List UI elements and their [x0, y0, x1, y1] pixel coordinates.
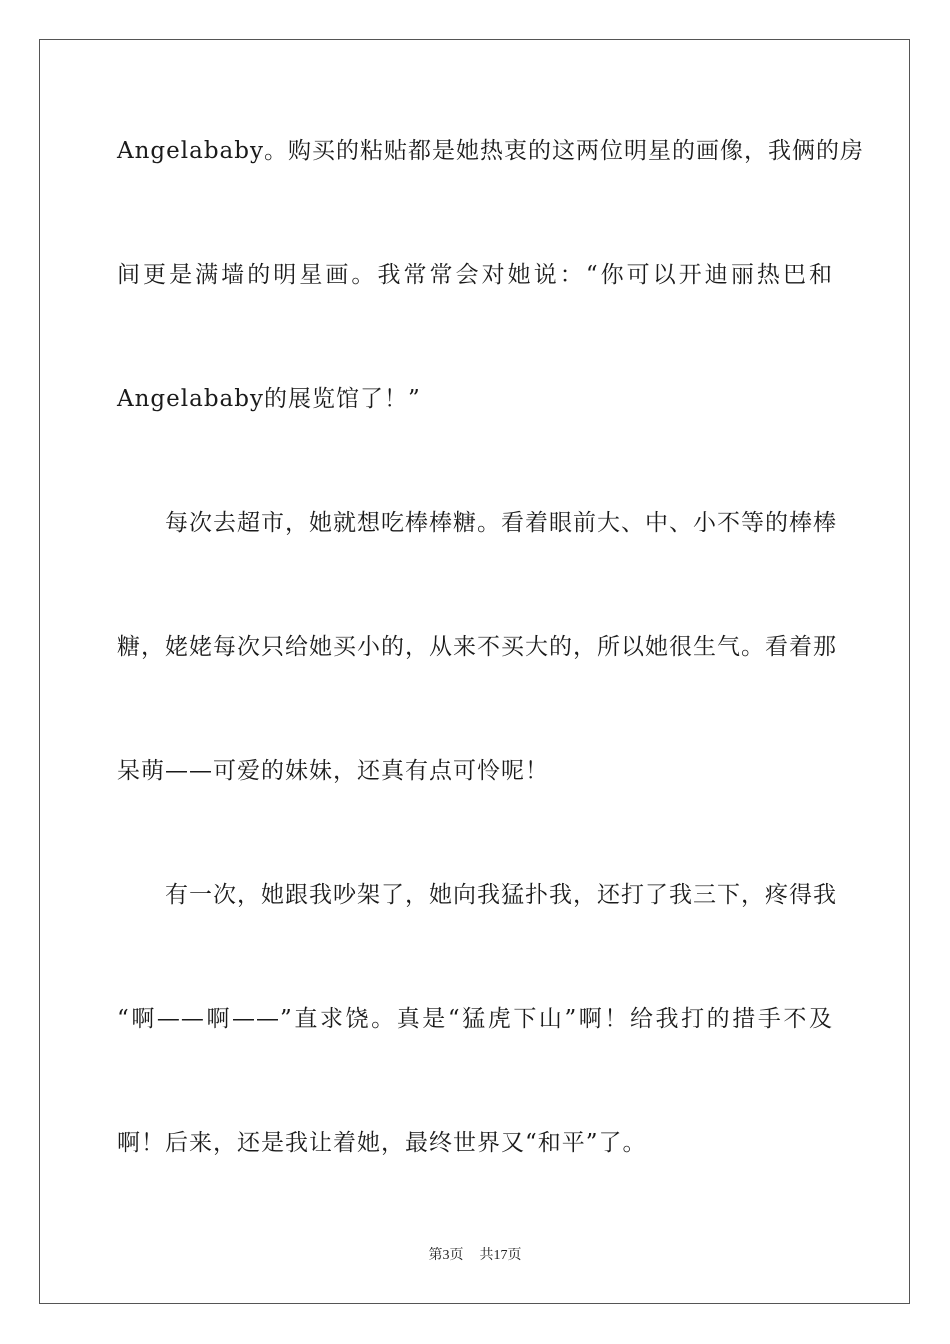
page-footer — [0, 1246, 950, 1266]
text-line: 间更是满墙的明星画。我常常会对她说：“你可以开迪丽热巴和 — [117, 262, 833, 288]
page-total: 共17页 — [479, 1248, 522, 1263]
text-line: Angelababy。购买的粘贴都是她热衷的这两位明星的画像，我俩的房 — [117, 138, 864, 164]
text-line: 有一次，她跟我吵架了，她向我猛扑我，还打了我三下，疼得我 — [117, 882, 837, 908]
text-line: 啊！后来，还是我让着她，最终世界又“和平”了。 — [117, 1130, 647, 1156]
text-line: “啊——啊——”直求饶。真是“猛虎下山”啊！给我打的措手不及 — [117, 1006, 833, 1032]
text-line: 每次去超市，她就想吃棒棒糖。看着眼前大、中、小不等的棒棒 — [117, 510, 837, 536]
text-line: Angelababy的展览馆了！” — [117, 386, 421, 412]
text-line: 呆萌——可爱的妹妹，还真有点可怜呢！ — [117, 758, 549, 784]
page-border — [39, 39, 910, 1304]
page-number: 第3页 — [428, 1248, 464, 1263]
text-line: 糖，姥姥每次只给她买小的，从来不买大的，所以她很生气。看着那 — [117, 634, 837, 660]
